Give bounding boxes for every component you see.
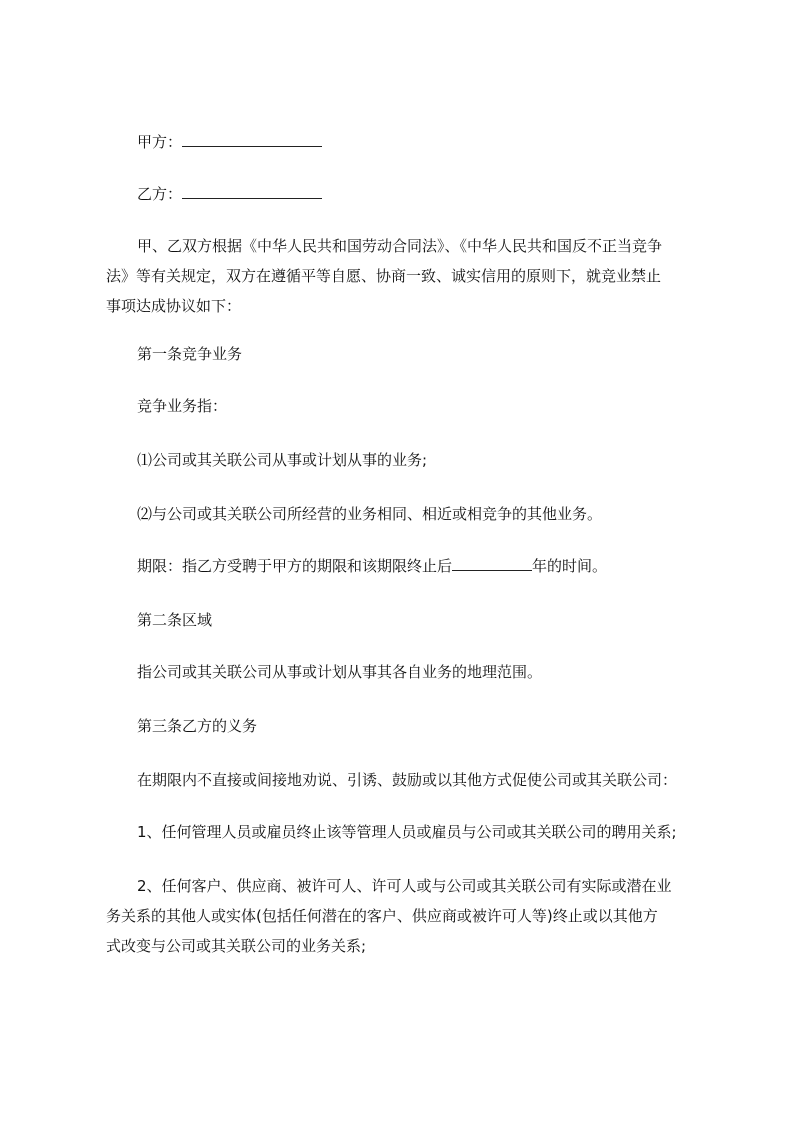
term-prefix: 期限：指乙方受聘于甲方的期限和该期限终止后 <box>137 557 453 575</box>
term-years-blank[interactable] <box>452 558 532 571</box>
region-definition: 指公司或其关联公司从事或计划从事其各自业务的地理范围。 <box>137 663 543 681</box>
article3-title: 第三条乙方的义务 <box>137 717 258 735</box>
article2-title: 第二条区域 <box>137 611 213 629</box>
intro-line-1: 甲、乙双方根据《中华人民共和国劳动合同法》、《中华人民共和国反不正当竞争 <box>137 237 663 255</box>
party-b-line <box>137 185 322 203</box>
duty-item-1: 1、任何管理人员或雇员终止该等管理人员或雇员与公司或其关联公司的聘用关系; <box>137 823 677 841</box>
business-definition: 竞争业务指： <box>137 397 228 415</box>
intro-line-3: 事项达成协议如下： <box>106 297 242 315</box>
party-a-label: 甲方： <box>137 133 183 151</box>
party-b-label: 乙方： <box>137 185 183 203</box>
term-suffix: 年的时间。 <box>532 557 608 575</box>
business-item-2: ⑵与公司或其关联公司所经营的业务相同、相近或相竞争的其他业务。 <box>137 505 603 523</box>
intro-line-2: 法》等有关规定，双方在遵循平等自愿、协商一致、诚实信用的原则下，就竞业禁止 <box>106 267 662 285</box>
article1-title: 第一条竞争业务 <box>137 345 243 363</box>
party-b-blank[interactable] <box>182 186 322 199</box>
duty-item-2-line-3: 式改变与公司或其关联公司的业务关系; <box>106 937 367 955</box>
business-item-1: ⑴公司或其关联公司从事或计划从事的业务; <box>137 451 428 469</box>
term-line <box>137 557 607 575</box>
duty-item-2-line-2: 务关系的其他人或实体(包括任何潜在的客户、供应商或被许可人等)终止或以其他方 <box>106 907 658 925</box>
party-a-blank[interactable] <box>182 134 322 147</box>
duty-intro: 在期限内不直接或间接地劝说、引诱、鼓励或以其他方式促使公司或其关联公司： <box>137 771 678 789</box>
party-a-line <box>137 133 322 151</box>
duty-item-2-line-1: 2、任何客户、供应商、被许可人、许可人或与公司或其关联公司有实际或潜在业 <box>137 877 672 895</box>
